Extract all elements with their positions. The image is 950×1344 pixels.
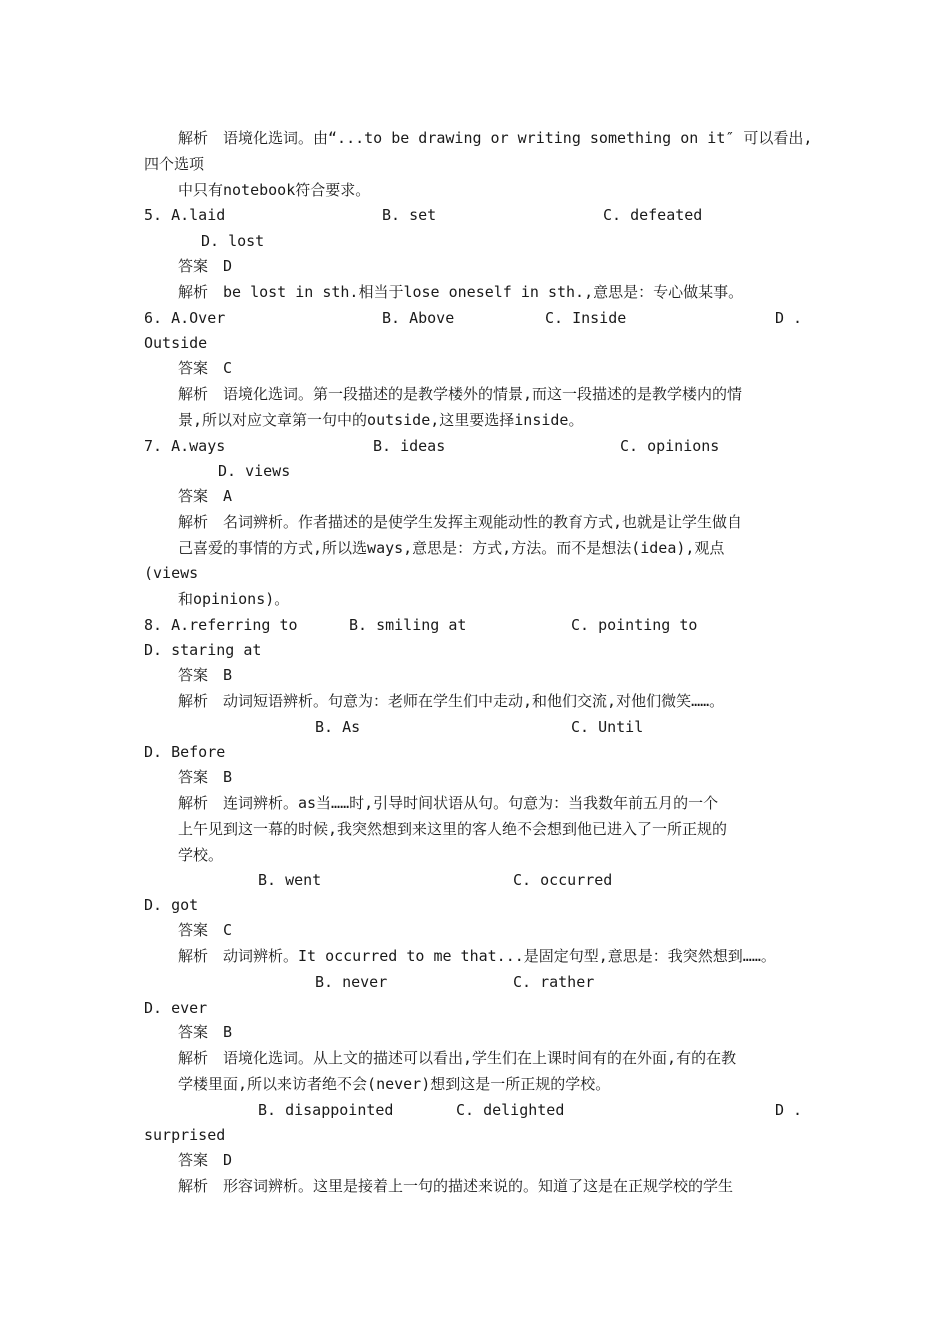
explanation-line: 景,所以对应文章第一句中的outside,这里要选择inside。 <box>178 411 584 429</box>
answer-line: 答案 B <box>178 768 233 786</box>
option-d: D . <box>775 1101 803 1119</box>
option-b: B. As <box>315 718 361 736</box>
explanation-line: 解析 语境化选词。第一段描述的是教学楼外的情景,而这一段描述的是教学楼内的情 <box>178 385 743 403</box>
option-a: 5. A.laid <box>144 206 226 224</box>
option-c: C. opinions <box>620 437 720 455</box>
explanation-line: 解析 形容词辨析。这里是接着上一句的描述来说的。知道了这是在正规学校的学生 <box>178 1177 734 1195</box>
explanation-line: 学楼里面,所以来访者绝不会(never)想到这是一所正规的学校。 <box>178 1075 611 1093</box>
explanation-line: 解析 语境化选词。由“...to be drawing or writing something on it″ 可以看出, <box>178 129 813 147</box>
option-a: 8. A.referring to <box>144 616 298 634</box>
option-c: C. pointing to <box>571 616 698 634</box>
option-c: C. defeated <box>603 206 703 224</box>
explanation-line: 解析 语境化选词。从上文的描述可以看出,学生们在上课时间有的在外面,有的在教 <box>178 1049 737 1067</box>
option-d: D. Before <box>144 743 226 761</box>
explanation-line: 己喜爱的事情的方式,所以选ways,意思是：方式,方法。而不是想法(idea),观点 <box>178 539 725 557</box>
option-b: B. disappointed <box>258 1101 394 1119</box>
option-b: B. went <box>258 871 322 889</box>
explanation-line: 解析 be lost in sth.相当于lose oneself in sth.,意思是：专心做某事。 <box>178 283 744 301</box>
explanation-line: 解析 连词辨析。as当……时,引导时间状语从句。句意为：当我数年前五月的一个 <box>178 794 719 812</box>
explanation-line: (views <box>144 564 199 582</box>
option-b: B. Above <box>382 309 455 327</box>
option-d: D. staring at <box>144 641 262 659</box>
option-c: C. delighted <box>456 1101 565 1119</box>
option-d-text: Outside <box>144 334 208 352</box>
option-d: D. lost <box>201 232 265 250</box>
option-b: B. ideas <box>373 437 446 455</box>
answer-line: 答案 B <box>178 1023 233 1041</box>
option-d-text: surprised <box>144 1126 226 1144</box>
answer-line: 答案 C <box>178 921 233 939</box>
explanation-line: 学校。 <box>178 846 224 864</box>
option-b: B. smiling at <box>349 616 467 634</box>
option-c: C. Until <box>571 718 644 736</box>
option-d: D . <box>775 309 803 327</box>
answer-line: 答案 C <box>178 359 233 377</box>
answer-line: 答案 D <box>178 257 233 275</box>
option-c: C. rather <box>513 973 595 991</box>
explanation-line: 和opinions)。 <box>178 590 290 608</box>
answer-line: 答案 D <box>178 1151 233 1169</box>
explanation-line: 四个选项 <box>144 155 205 173</box>
option-a: 7. A.ways <box>144 437 226 455</box>
option-b: B. set <box>382 206 437 224</box>
explanation-line: 上午见到这一幕的时候,我突然想到来这里的客人绝不会想到他已进入了一所正规的 <box>178 820 728 838</box>
option-d: D. got <box>144 896 199 914</box>
answer-line: 答案 A <box>178 487 233 505</box>
explanation-line: 解析 名词辨析。作者描述的是使学生发挥主观能动性的教育方式,也就是让学生做自 <box>178 513 743 531</box>
explanation-line: 中只有notebook符合要求。 <box>178 181 371 199</box>
explanation-line: 解析 动词短语辨析。句意为：老师在学生们中走动,和他们交流,对他们微笑……。 <box>178 692 725 710</box>
explanation-line: 解析 动词辨析。It occurred to me that...是固定句型,意思是：我突然想到……。 <box>178 947 776 965</box>
option-c: C. Inside <box>545 309 627 327</box>
option-b: B. never <box>315 973 388 991</box>
option-c: C. occurred <box>513 871 613 889</box>
option-a: 6. A.Over <box>144 309 226 327</box>
answer-line: 答案 B <box>178 666 233 684</box>
option-d: D. ever <box>144 999 208 1017</box>
option-d: D. views <box>218 462 291 480</box>
